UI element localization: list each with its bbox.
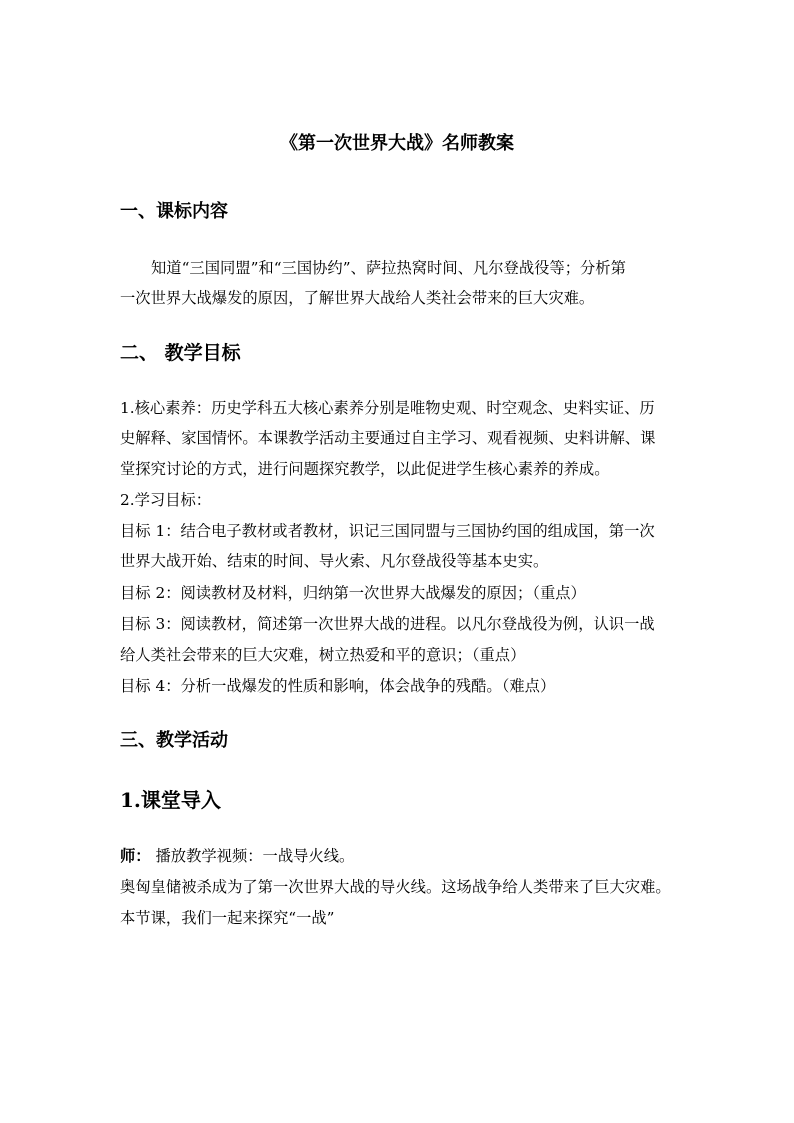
- document-title: 《第一次世界大战》名师教案: [280, 133, 514, 154]
- objectives-line-8: 目标 3：阅读教材，简述第一次世界大战的进程。以凡尔登战役为例，认识一战: [120, 615, 655, 633]
- objectives-line-6: 世界大战开始、结束的时间、导火索、凡尔登战役等基本史实。: [120, 552, 549, 570]
- objectives-line-9: 给人类社会带来的巨大灾难，树立热爱和平的意识；（重点）: [120, 646, 526, 664]
- section-heading-curriculum: 一、课标内容: [120, 201, 228, 222]
- subsection-heading-intro: 1.课堂导入: [120, 788, 221, 812]
- objectives-line-1: 1.核心素养：历史学科五大核心素养分别是唯物史观、时空观念、史料实证、历: [120, 399, 655, 417]
- objectives-line-7: 目标 2：阅读教材及材料，归纳第一次世界大战爆发的原因；（重点）: [120, 584, 586, 602]
- objectives-line-10: 目标 4：分析一战爆发的性质和影响，体会战争的残酷。（难点）: [120, 677, 556, 695]
- teacher-text: 播放教学视频：一战导火线。: [150, 847, 355, 865]
- objectives-line-4: 2.学习目标：: [120, 491, 212, 509]
- section-heading-objectives: 二、 教学目标: [120, 342, 241, 364]
- curriculum-paragraph-line-2: 一次世界大战爆发的原因，了解世界大战给人类社会带来的巨大灾难。: [120, 289, 595, 307]
- objectives-line-2: 史解释、家国情怀。本课教学活动主要通过自主学习、观看视频、史料讲解、课: [120, 429, 656, 447]
- objectives-line-3: 堂探究讨论的方式，进行问题探究教学，以此促进学生核心素养的养成。: [120, 460, 610, 478]
- teacher-label: 师：: [120, 847, 151, 865]
- intro-line-2: 本节课，我们一起来探究“一战”: [120, 909, 335, 927]
- section-heading-activities: 三、教学活动: [120, 730, 228, 751]
- objectives-line-5: 目标 1：结合电子教材或者教材，识记三国同盟与三国协约国的组成国，第一次: [120, 522, 655, 540]
- teacher-line: [120, 846, 354, 866]
- curriculum-paragraph-line-1: 知道“三国同盟”和“三国协约”、萨拉热窝时间、凡尔登战役等；分析第: [151, 259, 626, 277]
- intro-line-1: 奥匈皇储被杀成为了第一次世界大战的导火线。这场战争给人类带来了巨大灾难。: [120, 878, 671, 896]
